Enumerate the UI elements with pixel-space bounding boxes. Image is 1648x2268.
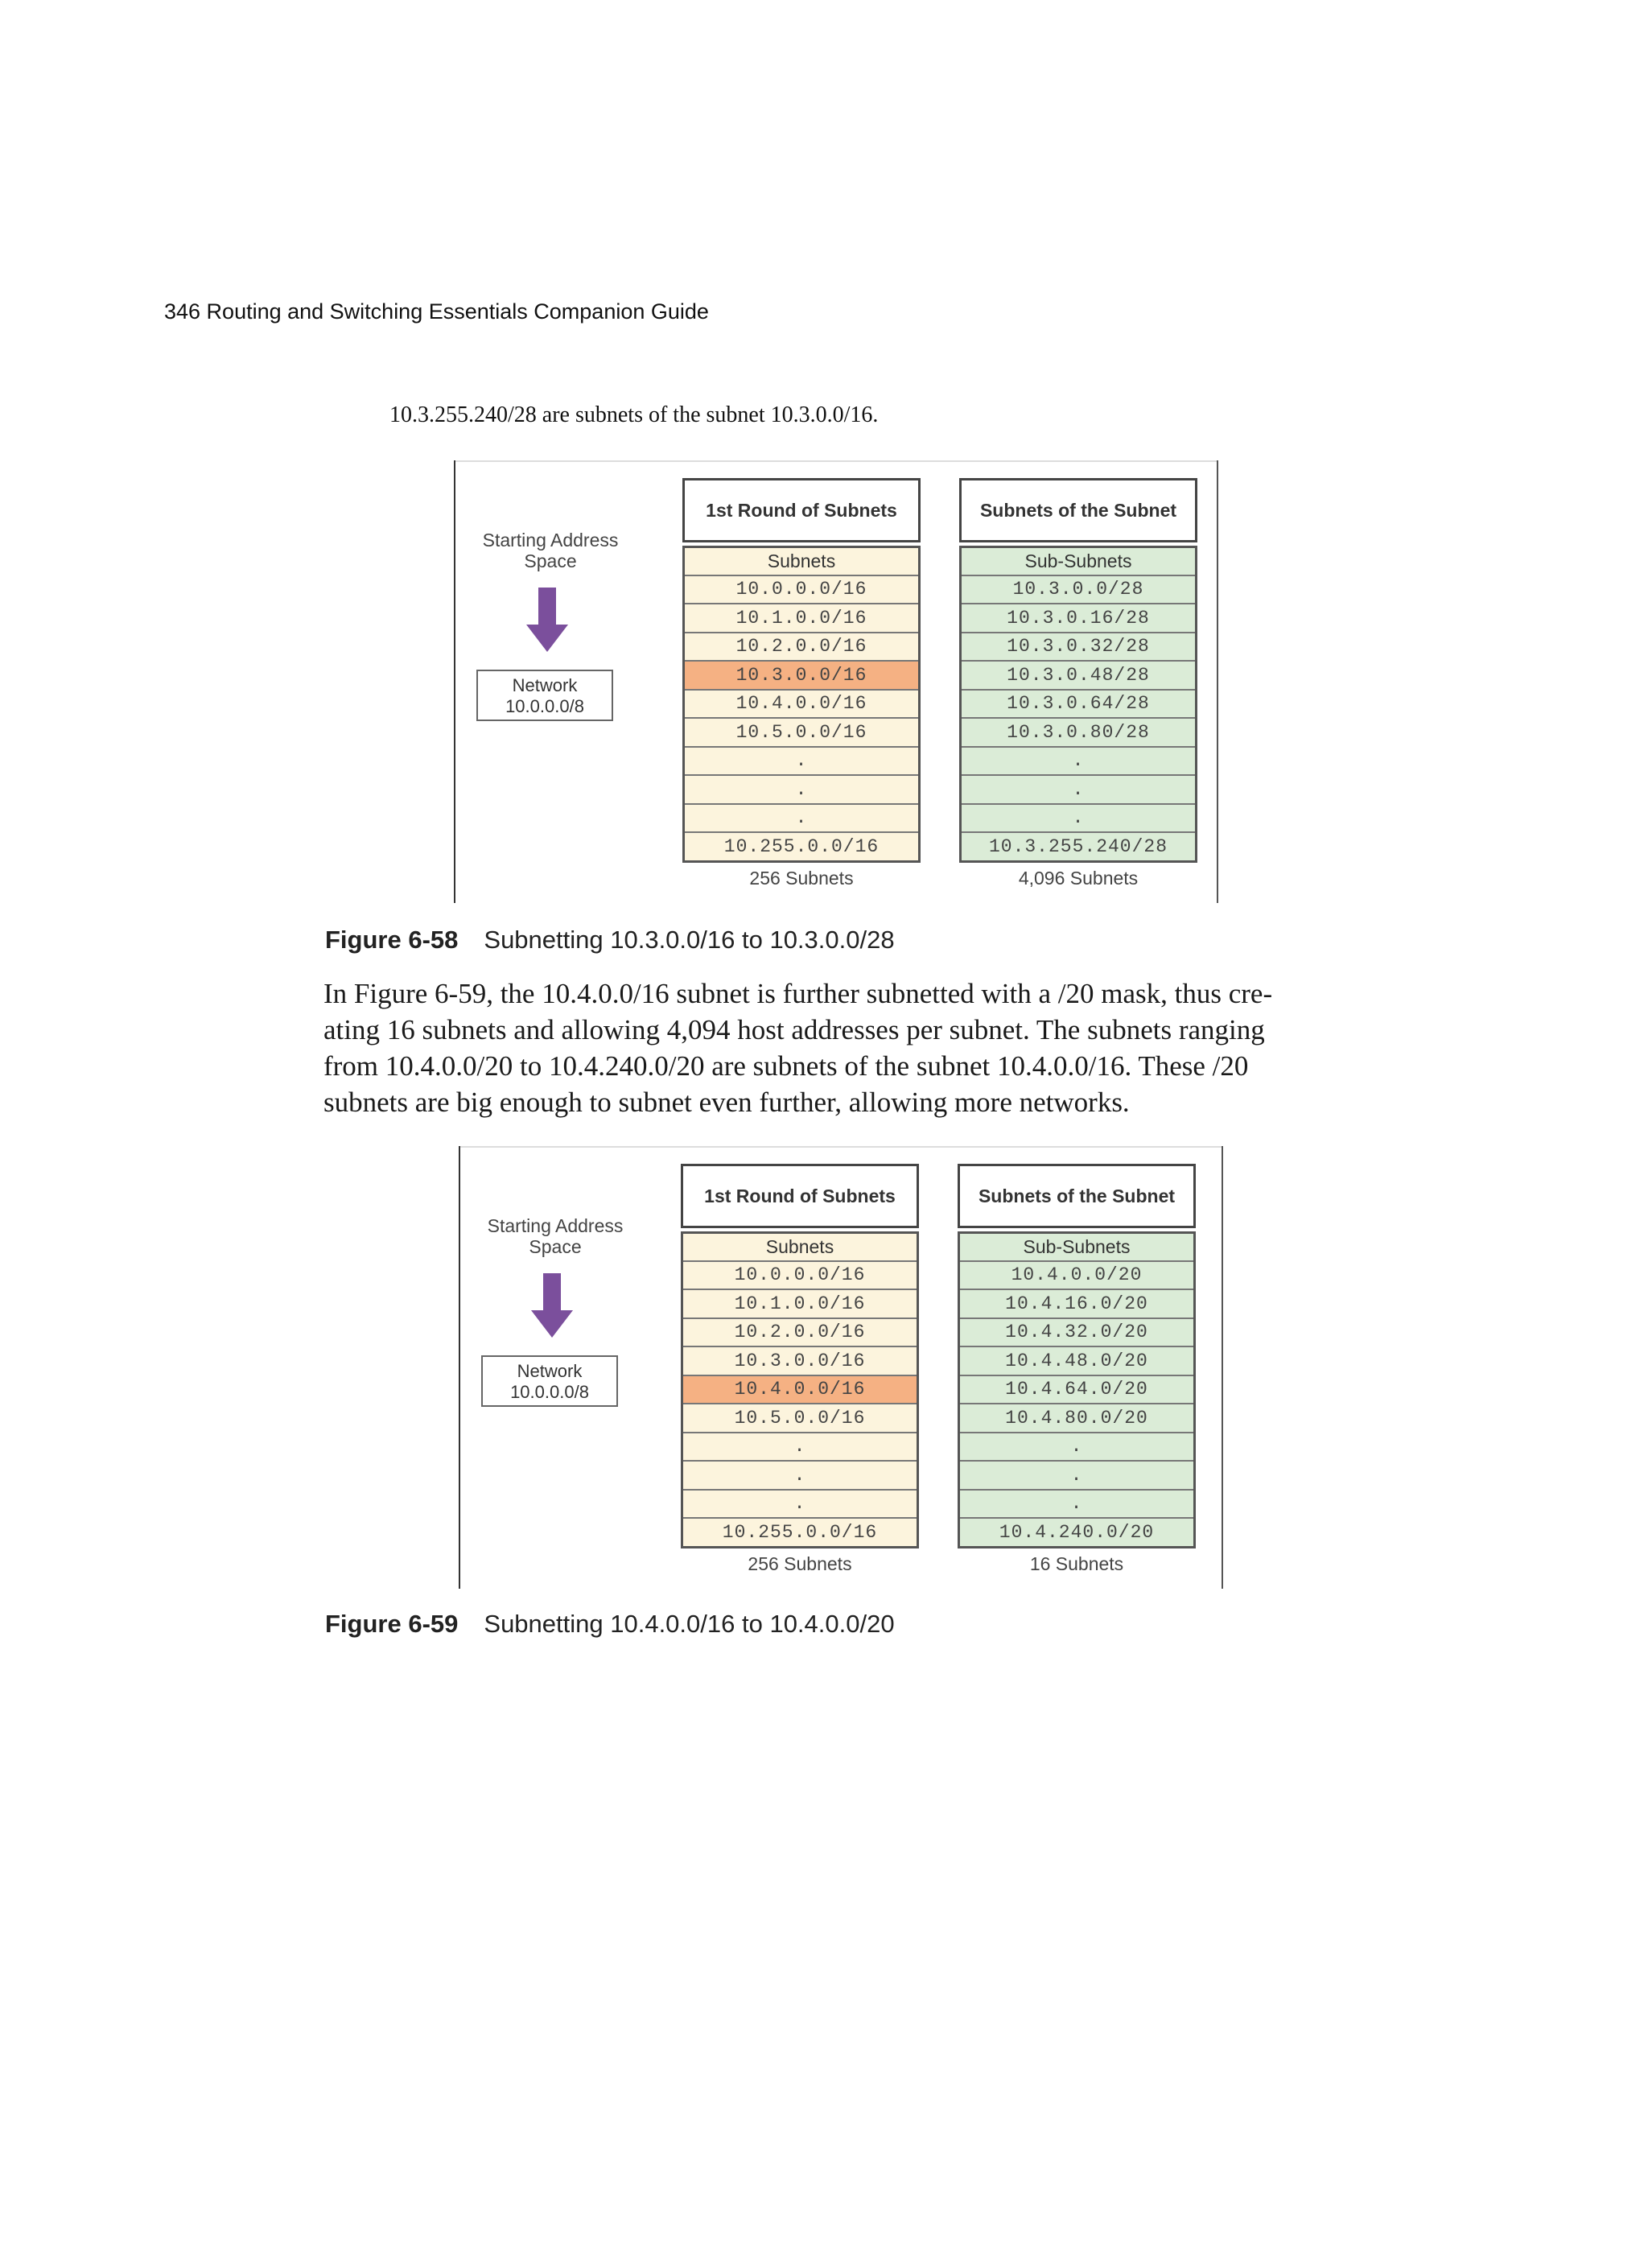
column-subheader: Sub-Subnets: [962, 546, 1195, 575]
starting-address-label: [462, 530, 639, 571]
start-label-line1: Starting Address: [482, 530, 619, 551]
sub-subnet-rows: [959, 546, 1197, 863]
table-row: .: [962, 774, 1195, 803]
caption-number: Figure 6-59: [325, 1610, 459, 1638]
starting-address-label: [467, 1215, 644, 1257]
first-round-footer: 256 Subnets: [748, 1553, 852, 1574]
caption-text: Subnetting 10.3.0.0/16 to 10.3.0.0/28: [484, 926, 895, 954]
first-round-footer: 256 Subnets: [749, 867, 854, 889]
start-label-line2: Space: [524, 551, 577, 571]
figure-caption-6-58: [325, 926, 895, 955]
sub-subnet-rows: [958, 1231, 1196, 1548]
table-row: 10.3.0.0/28: [962, 575, 1195, 604]
table-row: 10.4.80.0/20: [960, 1403, 1193, 1432]
column-subheader: Subnets: [683, 1231, 917, 1260]
start-label-line1: Starting Address: [487, 1215, 624, 1236]
figure-6-58: [454, 460, 1218, 903]
down-arrow-icon: [538, 588, 556, 626]
table-row-highlighted: 10.4.0.0/16: [683, 1375, 917, 1404]
figure-right-rule: [1217, 460, 1218, 903]
subnet-rows: [682, 546, 921, 863]
table-row: 10.3.0.0/16: [683, 1346, 917, 1375]
table-row: 10.4.0.0/20: [960, 1260, 1193, 1289]
caption-number: Figure 6-58: [325, 926, 459, 954]
table-row: .: [960, 1489, 1193, 1518]
down-arrow-head-icon: [526, 625, 568, 652]
table-row: 10.3.0.64/28: [962, 689, 1195, 718]
network-label: Network: [517, 1361, 583, 1381]
table-row: .: [685, 803, 918, 832]
table-row: 10.4.0.0/16: [685, 689, 918, 718]
column-subheader: Sub-Subnets: [960, 1231, 1193, 1260]
table-row: .: [962, 803, 1195, 832]
table-row: .: [685, 746, 918, 775]
table-row: 10.4.16.0/20: [960, 1289, 1193, 1318]
paragraph-line: ating 16 subnets and allowing 4,094 host addresses per subnet. The subnets ranging: [323, 1014, 1265, 1045]
subnets-of-subnet-column: [958, 1164, 1196, 1575]
figure-6-59: [459, 1146, 1223, 1589]
table-row: .: [962, 746, 1195, 775]
table-row: .: [685, 774, 918, 803]
network-box: [481, 1355, 618, 1407]
table-row: 10.255.0.0/16: [685, 831, 918, 860]
table-row: 10.0.0.0/16: [683, 1260, 917, 1289]
table-row: 10.2.0.0/16: [683, 1318, 917, 1346]
table-row: .: [960, 1460, 1193, 1489]
network-box: [476, 670, 613, 721]
figure-right-rule: [1222, 1146, 1223, 1589]
table-row: 10.4.48.0/20: [960, 1346, 1193, 1375]
table-row: 10.4.32.0/20: [960, 1318, 1193, 1346]
down-arrow-head-icon: [531, 1310, 573, 1338]
paragraph-line: In Figure 6-59, the 10.4.0.0/16 subnet is further subnetted with a /20 mask, thus cre-: [323, 978, 1273, 1009]
sub-subnet-footer: 4,096 Subnets: [1018, 867, 1139, 889]
table-row: 10.2.0.0/16: [685, 632, 918, 661]
body-paragraph: [323, 975, 1370, 1120]
table-row: 10.5.0.0/16: [685, 717, 918, 746]
paragraph-line: from 10.4.0.0/20 to 10.4.240.0/20 are subnets of the subnet 10.4.0.0/16. These /20: [323, 1050, 1249, 1082]
table-row: .: [960, 1432, 1193, 1461]
sub-subnet-header: Subnets of the Subnet: [959, 478, 1197, 542]
table-row: 10.4.240.0/20: [960, 1517, 1193, 1546]
table-row: 10.255.0.0/16: [683, 1517, 917, 1546]
first-round-subnets-column: [682, 478, 921, 889]
table-row: 10.3.0.32/28: [962, 632, 1195, 661]
table-row: 10.1.0.0/16: [685, 603, 918, 632]
table-row: .: [683, 1432, 917, 1461]
table-row: 10.4.64.0/20: [960, 1375, 1193, 1404]
figure-left-rule: [454, 460, 455, 903]
table-row: 10.3.0.80/28: [962, 717, 1195, 746]
table-row: 10.5.0.0/16: [683, 1403, 917, 1432]
table-row: 10.0.0.0/16: [685, 575, 918, 604]
caption-text: Subnetting 10.4.0.0/16 to 10.4.0.0/20: [484, 1610, 895, 1638]
first-round-header: 1st Round of Subnets: [682, 478, 921, 542]
paragraph-line: subnets are big enough to subnet even further, allowing more networks.: [323, 1087, 1130, 1118]
figure-caption-6-59: [325, 1610, 895, 1639]
column-subheader: Subnets: [685, 546, 918, 575]
sub-subnet-footer: 16 Subnets: [1029, 1553, 1124, 1574]
running-header: 346 Routing and Switching Essentials Companion Guide: [164, 299, 709, 324]
network-address: 10.0.0.0/8: [510, 1382, 589, 1402]
network-address: 10.0.0.0/8: [505, 696, 584, 716]
figure-top-rule: [454, 460, 1218, 462]
lead-line: 10.3.255.240/28 are subnets of the subnet 10.3.0.0/16.: [389, 402, 879, 427]
figure-top-rule: [459, 1146, 1223, 1148]
first-round-subnets-column: [681, 1164, 919, 1575]
table-row: 10.3.255.240/28: [962, 831, 1195, 860]
start-label-line2: Space: [529, 1236, 582, 1257]
table-row: 10.3.0.16/28: [962, 603, 1195, 632]
table-row-highlighted: 10.3.0.0/16: [685, 660, 918, 689]
table-row: 10.1.0.0/16: [683, 1289, 917, 1318]
network-label: Network: [512, 675, 578, 695]
subnet-rows: [681, 1231, 919, 1548]
subnets-of-subnet-column: [959, 478, 1197, 889]
sub-subnet-header: Subnets of the Subnet: [958, 1164, 1196, 1228]
down-arrow-icon: [543, 1273, 561, 1312]
table-row: .: [683, 1489, 917, 1518]
table-row: .: [683, 1460, 917, 1489]
first-round-header: 1st Round of Subnets: [681, 1164, 919, 1228]
table-row: 10.3.0.48/28: [962, 660, 1195, 689]
figure-left-rule: [459, 1146, 460, 1589]
